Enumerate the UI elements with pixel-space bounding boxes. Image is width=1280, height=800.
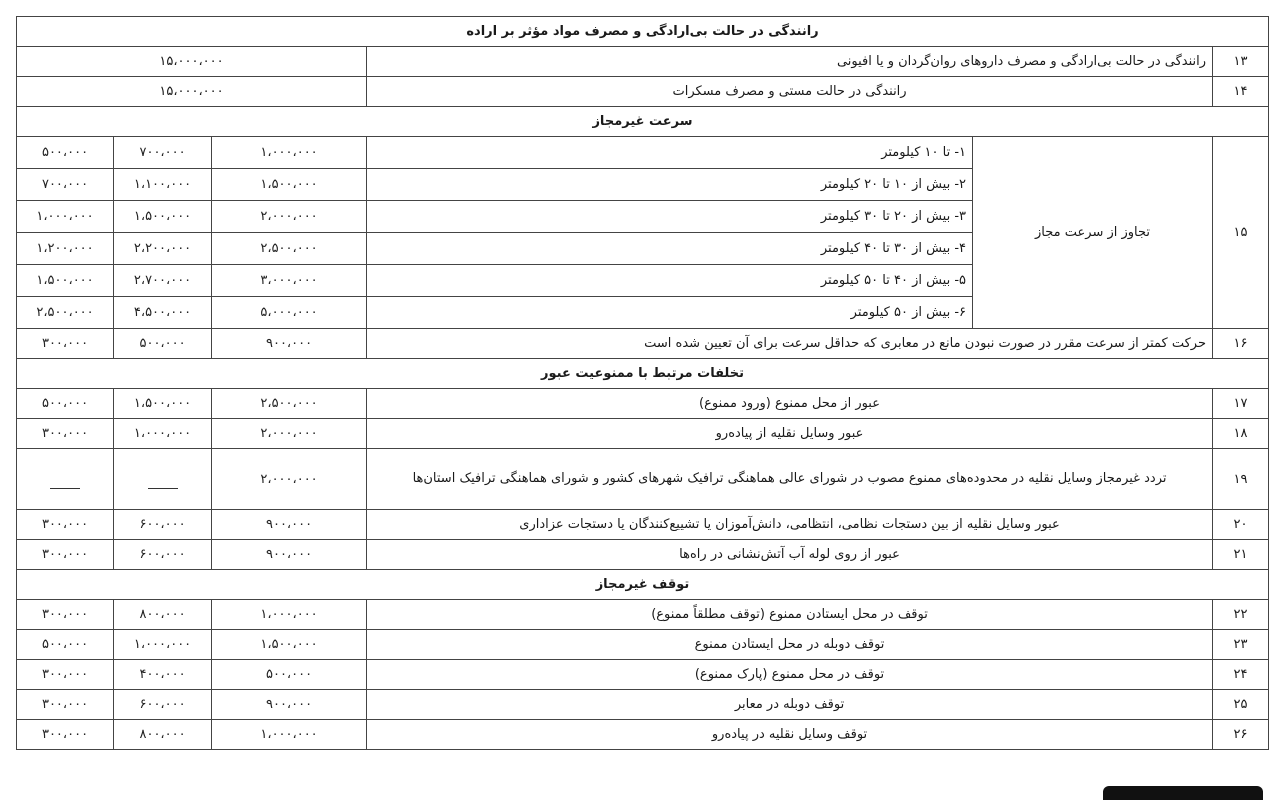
fine-amount-b: ۸۰۰،۰۰۰: [114, 600, 212, 630]
table-row-16: [17, 329, 1269, 359]
row-number: ۱۵: [1213, 137, 1269, 329]
row-number: ۱۳: [1213, 47, 1269, 77]
table-row-25: [17, 690, 1269, 720]
section-title-will: رانندگی در حالت بی‌ارادگی و مصرف مواد مؤثر بر اراده: [17, 17, 1269, 47]
table-row-21: [17, 540, 1269, 570]
fine-amount-c: ۳۰۰،۰۰۰: [17, 660, 114, 690]
fine-amount-c: ۳۰۰،۰۰۰: [17, 690, 114, 720]
fine-amount-b: ۴۰۰،۰۰۰: [114, 660, 212, 690]
row-description: رانندگی در حالت مستی و مصرف مسکرات: [367, 77, 1213, 107]
fine-amount-b: ۴،۵۰۰،۰۰۰: [114, 297, 212, 329]
fine-amount-c: ۵۰۰،۰۰۰: [17, 389, 114, 419]
section-header-row: [17, 570, 1269, 600]
fine-amount-b: ۷۰۰،۰۰۰: [114, 137, 212, 169]
speed-range-label: ۵- بیش از ۴۰ تا ۵۰ کیلومتر: [367, 265, 973, 297]
row-description: توقف دوبله در محل ایستادن ممنوع: [367, 630, 1213, 660]
fine-amount-a: ۵،۰۰۰،۰۰۰: [212, 297, 367, 329]
table-row-22: [17, 600, 1269, 630]
row-description: عبور وسایل نقلیه از بین دستجات نظامی، انتظامی، دانش‌آموزان یا تشییع‌کنندگان یا دستجات عزاداری: [367, 510, 1213, 540]
row-number: ۲۱: [1213, 540, 1269, 570]
section-header-row: [17, 107, 1269, 137]
row-number: ۱۴: [1213, 77, 1269, 107]
fine-amount-b: ۱،۵۰۰،۰۰۰: [114, 201, 212, 233]
table-row-26: [17, 720, 1269, 750]
row-description: حرکت کمتر از سرعت مقرر در صورت نبودن مانع در معابری که حداقل سرعت برای آن تعیین شده است: [367, 329, 1213, 359]
fine-amount-b: ۱،۰۰۰،۰۰۰: [114, 630, 212, 660]
fine-amount-c: ۵۰۰،۰۰۰: [17, 137, 114, 169]
fine-amount-c: ۲،۵۰۰،۰۰۰: [17, 297, 114, 329]
speed-range-label: ۶- بیش از ۵۰ کیلومتر: [367, 297, 973, 329]
table-row-17: [17, 389, 1269, 419]
fine-amount-a: ۱،۰۰۰،۰۰۰: [212, 600, 367, 630]
table-row-13: [17, 47, 1269, 77]
fine-amount-a: ۹۰۰،۰۰۰: [212, 510, 367, 540]
speed-range-label: ۳- بیش از ۲۰ تا ۳۰ کیلومتر: [367, 201, 973, 233]
fine-amount-c: ۱،۵۰۰،۰۰۰: [17, 265, 114, 297]
table-row-19: [17, 449, 1269, 510]
fine-amount-b-empty: [114, 449, 212, 510]
row-number: ۲۴: [1213, 660, 1269, 690]
table-row-18: [17, 419, 1269, 449]
fine-amount: ۱۵،۰۰۰،۰۰۰: [17, 77, 367, 107]
row-description: توقف دوبله در معابر: [367, 690, 1213, 720]
fine-amount-a: ۲،۵۰۰،۰۰۰: [212, 389, 367, 419]
row-description: توقف در محل ایستادن ممنوع (توقف مطلقاً ممنوع): [367, 600, 1213, 630]
fine-amount-a: ۹۰۰،۰۰۰: [212, 540, 367, 570]
section-header-row: [17, 17, 1269, 47]
row-description: تردد غیرمجاز وسایل نقلیه در محدوده‌های ممنوع مصوب در شورای عالی هماهنگی ترافیک شهرهای کشور و شورای هماهنگی ترافیک استان‌ها: [367, 449, 1213, 510]
table-row-15-sub-1: [17, 137, 1269, 169]
row-number: ۱۷: [1213, 389, 1269, 419]
fine-amount-b: ۲،۲۰۰،۰۰۰: [114, 233, 212, 265]
fine-amount-c: ۳۰۰،۰۰۰: [17, 329, 114, 359]
fine-amount-a: ۲،۰۰۰،۰۰۰: [212, 419, 367, 449]
fine-amount-a: ۹۰۰،۰۰۰: [212, 690, 367, 720]
fine-amount-b: ۶۰۰،۰۰۰: [114, 690, 212, 720]
fine-amount-a: ۹۰۰،۰۰۰: [212, 329, 367, 359]
row-description: عبور از محل ممنوع (ورود ممنوع): [367, 389, 1213, 419]
speed-range-label: ۱- تا ۱۰ کیلومتر: [367, 137, 973, 169]
fine-amount-b: ۱،۵۰۰،۰۰۰: [114, 389, 212, 419]
row-number: ۲۳: [1213, 630, 1269, 660]
fine-amount-a: ۲،۰۰۰،۰۰۰: [212, 201, 367, 233]
row-description: تجاوز از سرعت مجاز: [973, 137, 1213, 329]
fine-amount-c-empty: [17, 449, 114, 510]
table-row-24: [17, 660, 1269, 690]
fine-amount-b: ۵۰۰،۰۰۰: [114, 329, 212, 359]
fine-amount-b: ۱،۰۰۰،۰۰۰: [114, 419, 212, 449]
dash-placeholder: [50, 488, 80, 489]
section-title-speed: سرعت غیرمجاز: [17, 107, 1269, 137]
fine-amount-b: ۲،۷۰۰،۰۰۰: [114, 265, 212, 297]
section-title-stop: توقف غیرمجاز: [17, 570, 1269, 600]
fine-amount: ۱۵،۰۰۰،۰۰۰: [17, 47, 367, 77]
dash-placeholder: [148, 488, 178, 489]
fine-amount-a: ۲،۰۰۰،۰۰۰: [212, 449, 367, 510]
fine-amount-a: ۱،۵۰۰،۰۰۰: [212, 630, 367, 660]
fine-amount-a: ۱،۰۰۰،۰۰۰: [212, 720, 367, 750]
fine-amount-c: ۵۰۰،۰۰۰: [17, 630, 114, 660]
fine-amount-b: ۸۰۰،۰۰۰: [114, 720, 212, 750]
fine-amount-b: ۱،۱۰۰،۰۰۰: [114, 169, 212, 201]
fine-amount-a: ۳،۰۰۰،۰۰۰: [212, 265, 367, 297]
table-row-20: [17, 510, 1269, 540]
row-description: عبور وسایل نقلیه از پیاده‌رو: [367, 419, 1213, 449]
speed-range-label: ۴- بیش از ۳۰ تا ۴۰ کیلومتر: [367, 233, 973, 265]
table-row-14: [17, 77, 1269, 107]
fine-amount-a: ۱،۰۰۰،۰۰۰: [212, 137, 367, 169]
fine-amount-c: ۱،۲۰۰،۰۰۰: [17, 233, 114, 265]
fine-amount-b: ۶۰۰،۰۰۰: [114, 540, 212, 570]
fine-amount-c: ۳۰۰،۰۰۰: [17, 510, 114, 540]
row-number: ۱۸: [1213, 419, 1269, 449]
fine-amount-c: ۱،۰۰۰،۰۰۰: [17, 201, 114, 233]
section-header-row: [17, 359, 1269, 389]
fine-amount-b: ۶۰۰،۰۰۰: [114, 510, 212, 540]
traffic-fines-table: [16, 16, 1269, 750]
fine-amount-c: ۳۰۰،۰۰۰: [17, 600, 114, 630]
row-number: ۲۰: [1213, 510, 1269, 540]
row-number: ۲۵: [1213, 690, 1269, 720]
fines-table-page: [16, 16, 1268, 750]
row-number: ۲۲: [1213, 600, 1269, 630]
row-number: ۱۹: [1213, 449, 1269, 510]
row-description: رانندگی در حالت بی‌ارادگی و مصرف داروهای روان‌گردان و یا افیونی: [367, 47, 1213, 77]
fine-amount-a: ۵۰۰،۰۰۰: [212, 660, 367, 690]
section-title-passage: تخلفات مرتبط با ممنوعیت عبور: [17, 359, 1269, 389]
fine-amount-c: ۳۰۰،۰۰۰: [17, 720, 114, 750]
table-row-23: [17, 630, 1269, 660]
row-number: ۱۶: [1213, 329, 1269, 359]
speed-range-label: ۲- بیش از ۱۰ تا ۲۰ کیلومتر: [367, 169, 973, 201]
row-description: توقف وسایل نقلیه در پیاده‌رو: [367, 720, 1213, 750]
row-number: ۲۶: [1213, 720, 1269, 750]
row-description: توقف در محل ممنوع (پارک ممنوع): [367, 660, 1213, 690]
fine-amount-c: ۷۰۰،۰۰۰: [17, 169, 114, 201]
fine-amount-c: ۳۰۰،۰۰۰: [17, 540, 114, 570]
fine-amount-a: ۱،۵۰۰،۰۰۰: [212, 169, 367, 201]
fine-amount-a: ۲،۵۰۰،۰۰۰: [212, 233, 367, 265]
row-description: عبور از روی لوله آب آتش‌نشانی در راه‌ها: [367, 540, 1213, 570]
fine-amount-c: ۳۰۰،۰۰۰: [17, 419, 114, 449]
